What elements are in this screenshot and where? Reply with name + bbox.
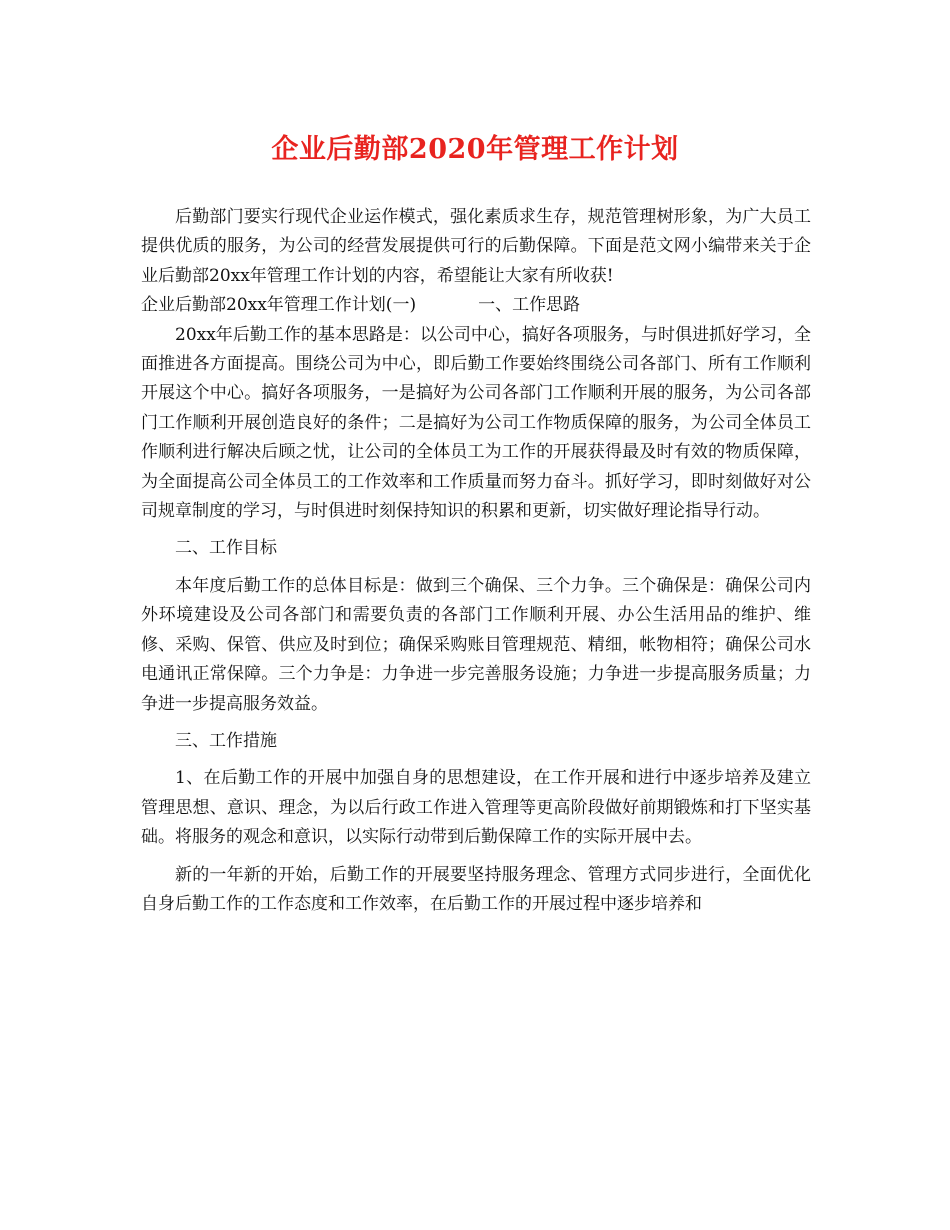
plan-heading-line bbox=[141, 291, 811, 320]
work-goals-paragraph: 本年度后勤工作的总体目标是：做到三个确保、三个力争。三个确保是：确保公司内外环境建设及公司各部门和需要负责的各部门工作顺利开展、办公生活用品的维护、维修、采购、保管、供应及时到位；确保采购账目管理规范、精细，帐物相符；确保公司水电通讯正常保障。三个力争是：力争进一步完善服务设施；力争进一步提高服务质量；力争进一步提高服务效益。 bbox=[141, 575, 811, 714]
section-heading-work-measures: 三、工作措施 bbox=[175, 730, 277, 751]
section-heading-work-goals: 二、工作目标 bbox=[175, 538, 277, 559]
plan-subtitle: 企业后勤部20xx年管理工作计划(一) bbox=[141, 295, 417, 316]
measure-1-paragraph: 1、在后勤工作的开展中加强自身的思想建设，在工作开展和进行中逐步培养及建立管理思想、意识、理念，为以后行政工作进入管理等更高阶段做好前期锻炼和打下坚实基础。将服务的观念和意识，以实际行动带到后勤保障工作的实际开展中去。 bbox=[141, 768, 811, 848]
section-heading-work-approach: 一、工作思路 bbox=[478, 295, 581, 316]
intro-paragraph: 后勤部门要实行现代企业运作模式，强化素质求生存，规范管理树形象，为广大员工提供优质的服务，为公司的经营发展提供可行的后勤保障。下面是范文网小编带来关于企业后勤部20xx年管理工作计划的内容，希望能让大家有所收获! bbox=[141, 207, 811, 286]
work-approach-paragraph: 20xx年后勤工作的基本思路是：以公司中心，搞好各项服务，与时俱进抓好学习，全面推进各方面提高。围绕公司为中心，即后勤工作要始终围绕公司各部门、所有工作顺利开展这个中心。搞好各项服务，一是搞好为公司各部门工作顺利开展的服务，为公司各部门工作顺利开展创造良好的条件；二是搞好为公司工作物质保障的服务，为公司全体员工作顺利进行解决后顾之忧，让公司的全体员工为工作的开展获得最及时有效的物质保障，为全面提高公司全体员工的工作效率和工作质量而努力奋斗。抓好学习，即时刻做好对公司规章制度的学习，与时俱进时刻保持知识的积累和更新，切实做好理论指导行动。 bbox=[141, 324, 811, 522]
new-year-paragraph: 新的一年新的开始，后勤工作的开展要坚持服务理念、管理方式同步进行，全面优化自身后勤工作的工作态度和工作效率，在后勤工作的开展过程中逐步培养和 bbox=[141, 864, 811, 914]
document-title: 企业后勤部2020年管理工作计划 bbox=[271, 134, 679, 165]
document-body bbox=[141, 203, 811, 919]
